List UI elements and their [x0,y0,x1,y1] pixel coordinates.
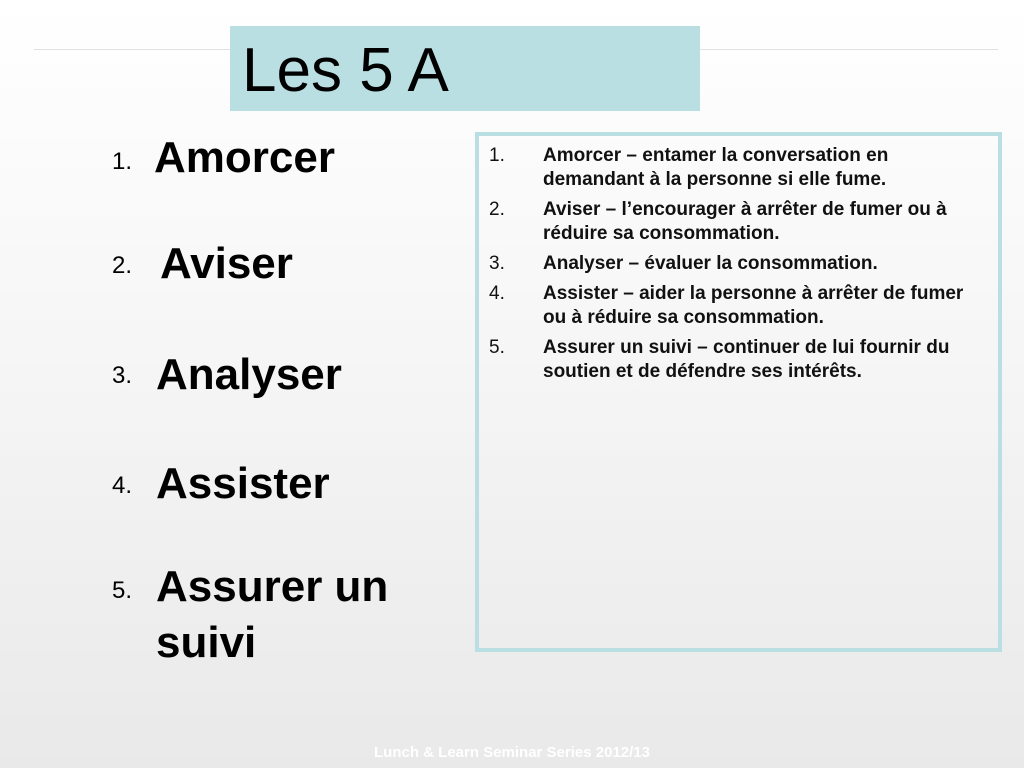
step-number: 2. [112,252,133,279]
detail-number: 2. [489,199,505,220]
detail-item [489,198,979,246]
detail-number: 5. [489,337,505,358]
step-number: 3. [112,362,133,389]
step-label: Assister [156,459,330,508]
step-label: Analyser [156,350,342,399]
detail-item [489,336,979,384]
detail-text: Aviser – l’encourager à arrêter de fumer ou à réduire sa consommation. [543,199,947,244]
slide-title: Les 5 A [242,36,449,105]
detail-text: Analyser – évaluer la consommation. [543,253,878,274]
step-number: 4. [112,472,133,499]
detail-item [489,282,979,330]
details-list [489,144,979,390]
title-banner [230,26,700,111]
step-number: 1. [112,148,133,175]
detail-text: Assister – aider la personne à arrêter de fumer ou à réduire sa consommation. [543,283,964,328]
step-label: Assurer un suivi [156,562,389,667]
step-label: Aviser [160,239,293,288]
detail-text: Amorcer – entamer la conversation en demandant à la personne si elle fume. [543,145,889,190]
detail-number: 1. [489,145,505,166]
detail-item [489,252,979,276]
slide-footer: Lunch & Learn Seminar Series 2012/13 [374,744,650,761]
detail-text: Assurer un suivi – continuer de lui fournir du soutien et de défendre ses intérêts. [543,337,950,382]
detail-number: 3. [489,253,505,274]
step-number: 5. [112,577,133,604]
detail-item [489,144,979,192]
details-panel [475,132,1002,652]
detail-number: 4. [489,283,505,304]
step-label: Amorcer [154,133,335,182]
